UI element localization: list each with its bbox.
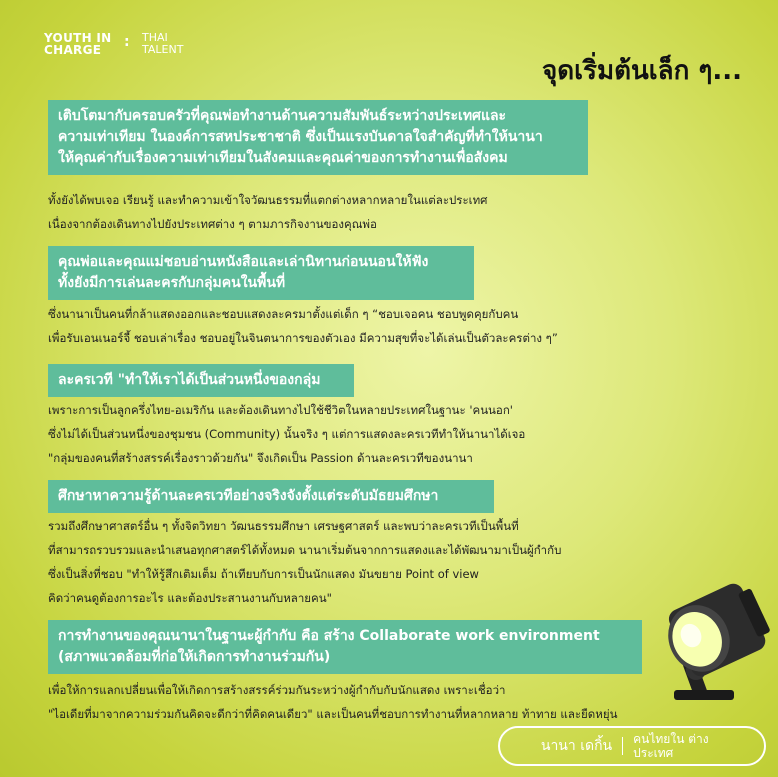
body-line: ที่สามารถรวบรวมและนำเสนอทุกศาสตร์ได้ทั้งหมด นานาเริ่มต้นจากการแสดงและได้พัฒนามาเป็นผู้กำกับ	[48, 543, 562, 557]
body-line: ซึ่งเป็นสิ่งที่ชอบ "ทำให้รู้สึกเติมเต็ม ถ้าเทียบกับการเป็นนักแสดง มันขยาย Point of view	[48, 567, 479, 581]
section-5-heading	[48, 620, 642, 674]
body-line: ซึ่งนานาเป็นคนที่กล้าแสดงออกและชอบแสดงละครมาตั้งแต่เด็ก ๆ “ชอบเจอคน ชอบพูดคุยกับคน	[48, 307, 519, 321]
section-3-heading	[48, 364, 354, 397]
section-3-body	[48, 398, 525, 470]
brand-logo	[44, 31, 184, 57]
body-line: ทั้งยังได้พบเจอ เรียนรู้ และทำความเข้าใจวัฒนธรรมที่แตกต่างหลากหลายในแต่ละประเทศ	[48, 193, 488, 207]
heading-line: ให้คุณค่ากับเรื่องความเท่าเทียมในสังคมและคุณค่าของการทำงานเพื่อสังคม	[58, 150, 508, 166]
heading-line: (สภาพแวดล้อมที่ก่อให้เกิดการทำงานร่วมกัน)	[58, 649, 331, 665]
section-2-body	[48, 302, 558, 350]
divider	[622, 737, 623, 755]
speaker-name: นานา เดกิ้น	[540, 738, 613, 754]
body-line: รวมถึงศึกษาศาสตร์อื่น ๆ ทั้งจิตวิทยา วัฒนธรรมศึกษา เศรษฐศาสตร์ และพบว่าละครเวทีเป็นพื้นที่	[48, 519, 519, 533]
body-line: คิดว่าคนดูต้องการอะไร และต้องประสานงานกับหลายคน"	[48, 591, 332, 605]
body-line: "กลุ่มของคนที่สร้างสรรค์เรื่องราวด้วยกัน" จึงเกิดเป็น Passion ด้านละครเวทีของนานา	[48, 451, 473, 465]
body-line: ซึ่งไม่ได้เป็นส่วนหนึ่งของชุมชน (Community) นั้นจริง ๆ แต่การแสดงละครเวทีทำให้นานาได้เจอ	[48, 427, 526, 441]
speaker-subtitle: คนไทยใน ต่างประเทศ	[633, 732, 709, 760]
heading-line: การทำงานของคุณนานาในฐานะผู้กำกับ คือ สร้าง Collaborate work environment	[58, 628, 600, 644]
heading-line: ศึกษาหาความรู้ด้านละครเวทีอย่างจริงจังตั้งแต่ระดับมัธยมศึกษา	[58, 488, 439, 504]
body-line: "ไอเดียที่มาจากความร่วมกันคิดจะดีกว่าที่คิดคนเดียว" และเป็นคนที่ชอบการทำงานที่หลากหลาย ท้าทาย และยืดหยุ่น	[48, 707, 618, 721]
body-line: เพื่อรับเอนเนอร์จี้ ชอบเล่าเรื่อง ชอบอยู่ในจินตนาการของตัวเอง มีความสุขที่จะได้เล่นเป็นตัวละครต่าง ๆ”	[48, 331, 558, 345]
body-line: เพราะการเป็นลูกครึ่งไทย-อเมริกัน และต้องเดินทางไปใช้ชีวิตในหลายประเทศในฐานะ 'คนนอก'	[48, 403, 513, 417]
speaker-tag	[498, 726, 766, 766]
body-line: เนื่องจากต้องเดินทางไปยังประเทศต่าง ๆ ตามภารกิจงานของคุณพ่อ	[48, 217, 377, 231]
brand-line1: YOUTH IN CHARGE	[44, 31, 112, 57]
section-1-body	[48, 188, 487, 236]
section-4-heading	[48, 480, 494, 513]
brand-line2: THAI TALENT	[142, 31, 184, 56]
heading-line: คุณพ่อและคุณแม่ชอบอ่านหนังสือและเล่านิทานก่อนนอนให้ฟัง	[58, 254, 429, 270]
heading-line: ทั้งยังมีการเล่นละครกับกลุ่มคนในพื้นที่	[58, 275, 286, 291]
section-2-heading	[48, 246, 474, 300]
body-line: เพื่อให้การแลกเปลี่ยนเพื่อให้เกิดการสร้างสรรค์ร่วมกันระหว่างผู้กำกับกับนักแสดง เพราะเชื่อว่า	[48, 683, 506, 697]
section-4-body	[48, 514, 561, 610]
heading-line: ละครเวที "ทำให้เราได้เป็นส่วนหนึ่งของกลุ่ม	[58, 372, 321, 388]
heading-line: ความเท่าเทียม ในองค์การสหประชาชาติ ซึ่งเป็นแรงบันดาลใจสำคัญที่ทำให้นานา	[58, 129, 543, 145]
section-1-heading	[48, 100, 588, 175]
heading-line: เติบโตมากับครอบครัวที่คุณพ่อทำงานด้านความสัมพันธ์ระหว่างประเทศและ	[58, 108, 507, 124]
brand-separator: :	[124, 34, 130, 50]
page-title: จุดเริ่มต้นเล็ก ๆ...	[542, 56, 742, 86]
section-5-body	[48, 678, 617, 726]
spotlight-icon	[648, 578, 778, 708]
